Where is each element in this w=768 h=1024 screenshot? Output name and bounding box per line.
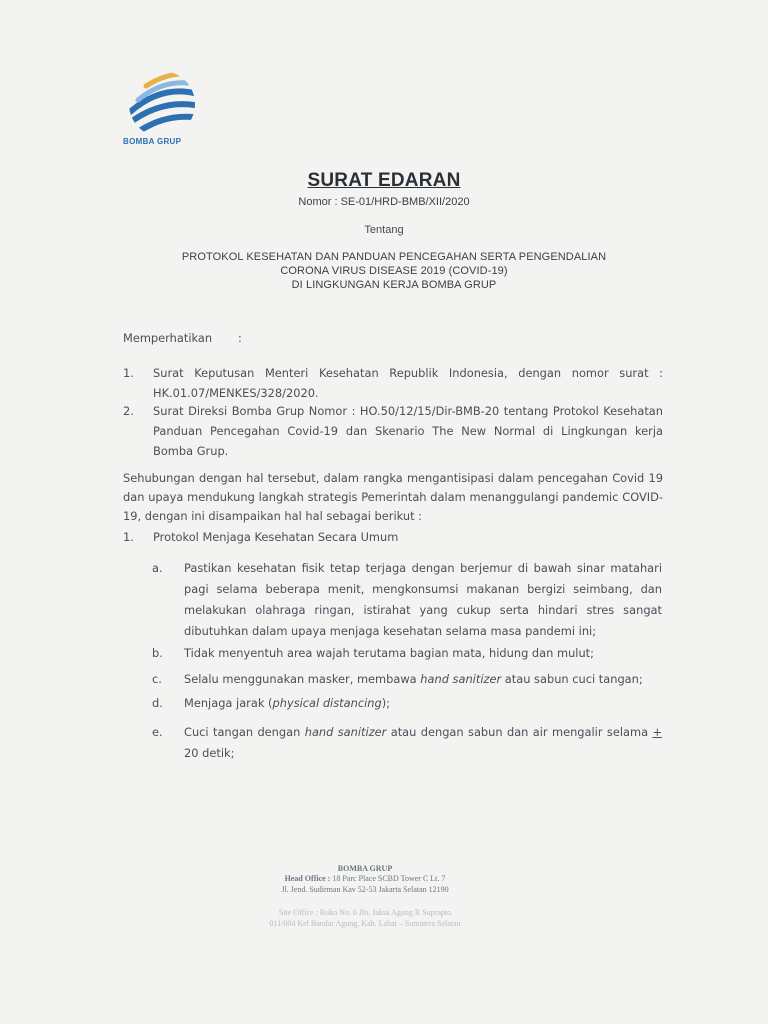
item-text-pre: Selalu menggunakan masker, membawa <box>184 672 421 686</box>
document-subject <box>0 250 768 292</box>
plus-minus-symbol: + <box>652 725 662 739</box>
item-letter: c. <box>152 672 162 686</box>
footer-head-office <box>0 874 730 883</box>
document-title: SURAT EDARAN <box>307 170 461 191</box>
item-text-emphasis: physical distancing <box>272 696 382 710</box>
footer-address: Jl. Jend. Sudirman Kav 52-53 Jakarta Selatan 12190 <box>281 885 449 894</box>
head-office-address: 18 Parc Place SCBD Tower C Lt. 7 <box>332 874 446 883</box>
item-text <box>184 669 662 690</box>
item-text <box>184 693 662 714</box>
subject-line: DI LINGKUNGAN KERJA BOMBA GRUP <box>291 279 497 291</box>
subject-line: PROTOKOL KESEHATAN DAN PANDUAN PENCEGAHAN SERTA PENGENDALIAN <box>181 251 607 263</box>
memperhatikan-colon: : <box>238 331 242 345</box>
item-text-emphasis: hand sanitizer <box>420 672 502 686</box>
item-text-emphasis: hand sanitizer <box>304 725 387 739</box>
logo-text: BOMBA GRUP <box>123 137 182 146</box>
item-text-post: atau sabun cuci tangan; <box>501 672 643 686</box>
consideration-text: Surat Keputusan Menteri Kesehatan Republik Indonesia, dengan nomor surat : HK.01.07/MENKES/328/2020. <box>153 366 663 400</box>
tentang-label: Tentang <box>364 224 404 236</box>
consideration-number: 1. <box>123 366 134 380</box>
consideration-number: 2. <box>123 404 134 418</box>
footer-site-office: Site Office : Ruko No. 6 Jln. Jaksa Agung R Suprapto <box>278 908 452 917</box>
memperhatikan-label: Memperhatikan <box>123 331 213 345</box>
footer-company: BOMBA GRUP <box>337 864 393 873</box>
subject-line: CORONA VIRUS DISEASE 2019 (COVID-19) <box>280 265 508 277</box>
item-text-pre: Menjaga jarak ( <box>184 696 273 710</box>
consideration-text: Surat Direksi Bomba Grup Nomor : HO.50/12/15/Dir-BMB-20 tentang Protokol Kesehatan Panduan Pencegahan Covid-19 dan Skenario The New Normal di Lingkungan kerja Bomba Grup. <box>153 404 663 458</box>
item-letter: b. <box>152 646 163 660</box>
item-text <box>184 722 662 764</box>
item-letter: e. <box>152 725 163 739</box>
footer-site-office-address: 011/004 Kel Bandar Agung, Kab. Lahat – Sumatera Selatan <box>269 919 461 928</box>
item-letter: d. <box>152 696 163 710</box>
section-number: 1. <box>123 530 134 544</box>
item-text-post: atau dengan sabun dan air mengalir selama <box>386 725 653 739</box>
intro-paragraph: Sehubungan dengan hal tersebut, dalam rangka mengantisipasi dalam pencegahan Covid 19 dan upaya mendukung langkah strategis Pemerintah dalam menanggulangi pandemic COVID-19, dengan ini disampaikan hal hal sebagai berikut : <box>123 471 663 523</box>
item-text-post: ); <box>381 696 390 710</box>
item-text-pre: Cuci tangan dengan <box>184 725 305 739</box>
item-text: Pastikan kesehatan fisik tetap terjaga dengan berjemur di bawah sinar matahari pagi selama beberapa menit, mengkonsumsi makanan bergizi seimbang, dan melakukan olahraga ringan, istirahat yang cukup serta hindari stres sangat dibutuhkan dalam upaya menjaga kesehatan selama masa pandemi ini; <box>184 561 662 638</box>
item-text-tail: 20 detik; <box>184 746 235 760</box>
head-office-label: Head Office : <box>284 874 331 883</box>
section-title: Protokol Menjaga Kesehatan Secara Umum <box>153 530 399 544</box>
item-letter: a. <box>152 561 163 575</box>
item-text: Tidak menyentuh area wajah terutama bagian mata, hidung dan mulut; <box>184 646 594 660</box>
document-number: Nomor : SE-01/HRD-BMB/XII/2020 <box>298 196 470 208</box>
